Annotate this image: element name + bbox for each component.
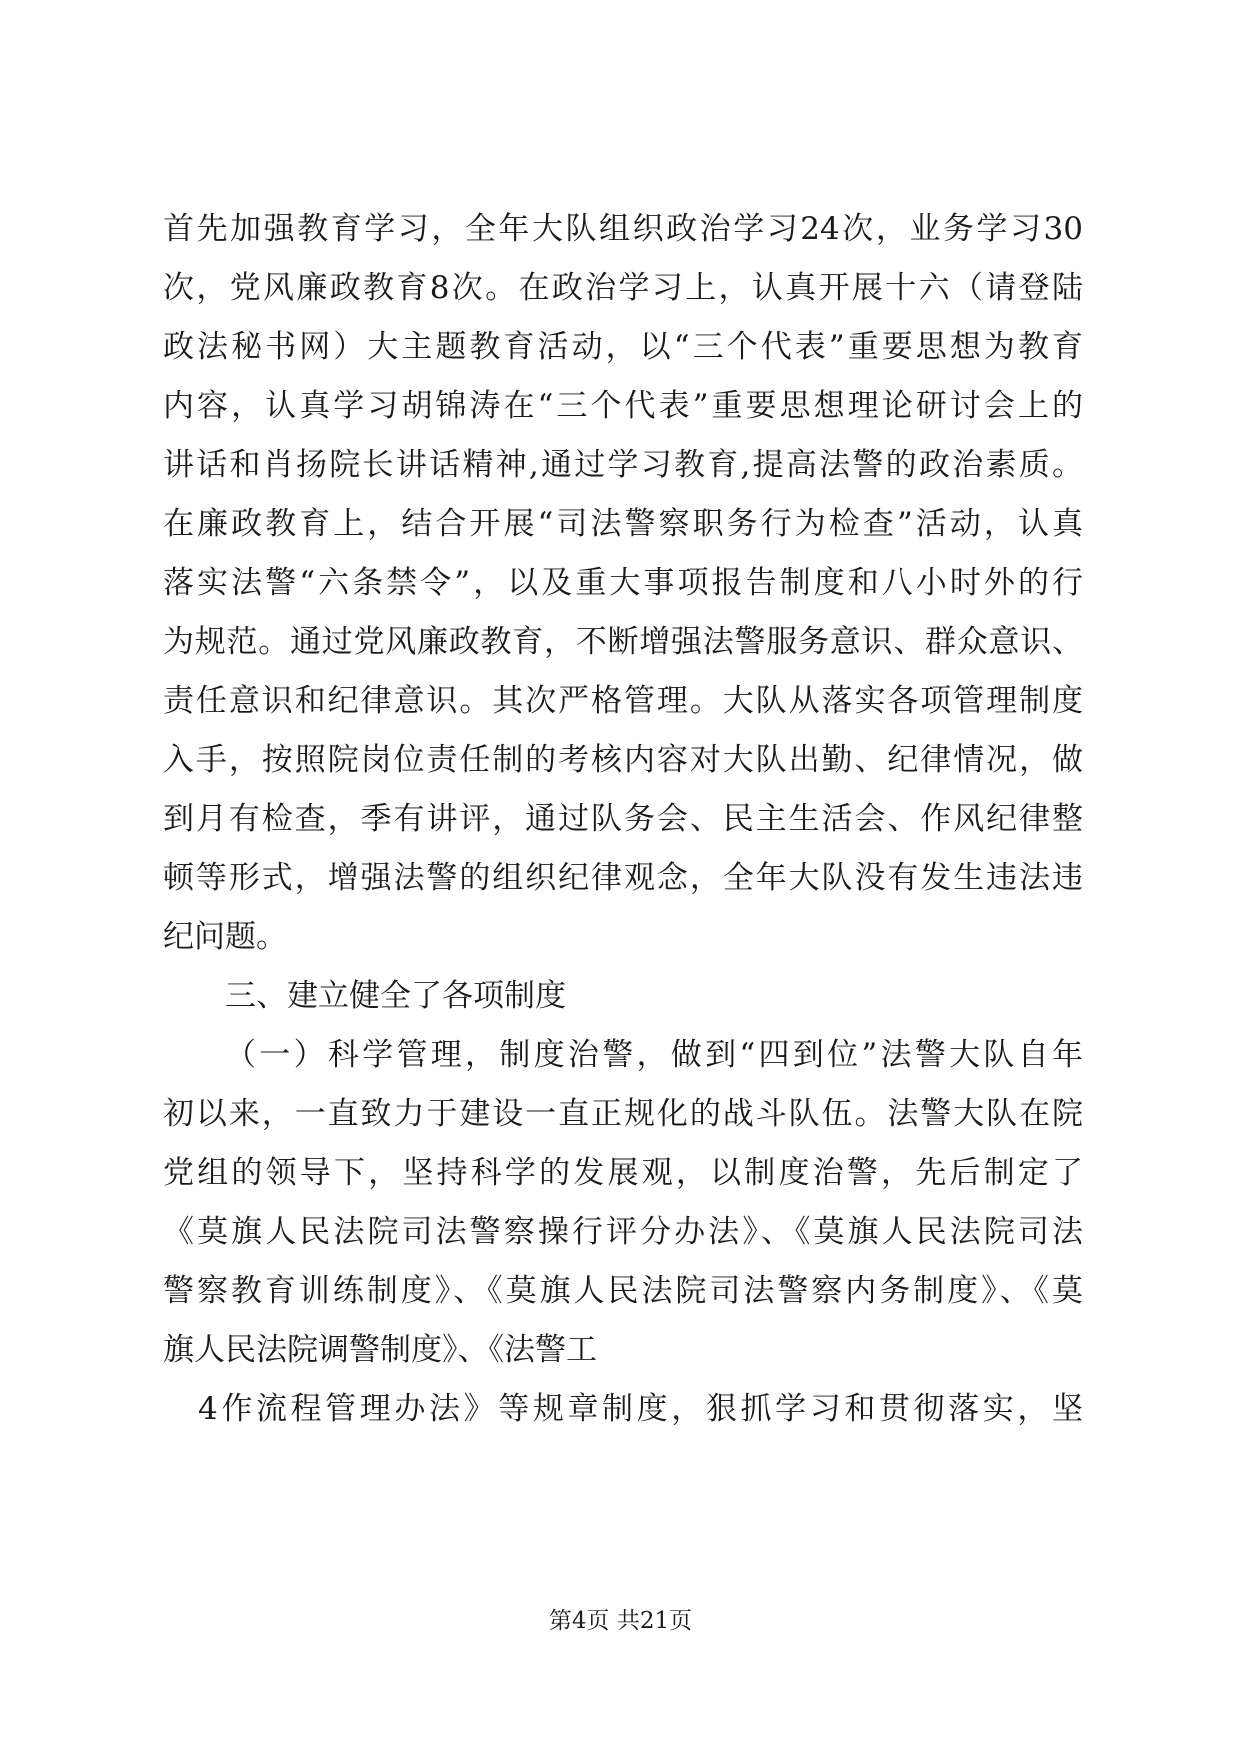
text-line: 党组的领导下，坚持科学的发展观，以制度治警，先后制定了	[163, 1155, 1083, 1191]
text-line: 到月有检查，季有讲评，通过队务会、民主生活会、作风纪律整	[163, 801, 1083, 837]
text-line: 讲话和肖扬院长讲话精神,通过学习教育,提高法警的政治素质。	[163, 447, 1083, 483]
document-body	[163, 200, 1083, 1439]
text-line: 顿等形式，增强法警的组织纪律观念，全年大队没有发生违法违	[163, 860, 1083, 896]
text-line: 政法秘书网）大主题教育活动，以“三个代表”重要思想为教育	[163, 329, 1083, 365]
text-line: 警察教育训练制度》、《莫旗人民法院司法警察内务制度》、《莫	[163, 1273, 1083, 1309]
text-line: 为规范。通过党风廉政教育，不断增强法警服务意识、群众意识、	[163, 624, 1083, 660]
text-line: 落实法警“六条禁令”，以及重大事项报告制度和八小时外的行	[163, 565, 1083, 601]
text-line: 《莫旗人民法院司法警察操行评分办法》、《莫旗人民法院司法	[163, 1214, 1083, 1250]
page-footer: 第4页 共21页	[548, 1608, 693, 1634]
text-line: 入手，按照院岗位责任制的考核内容对大队出勤、纪律情况，做	[163, 742, 1083, 778]
text-line: 初以来，一直致力于建设一直正规化的战斗队伍。法警大队在院	[163, 1096, 1083, 1132]
text-line: 在廉政教育上，结合开展“司法警察职务行为检查”活动，认真	[163, 506, 1083, 542]
text-line: 内容，认真学习胡锦涛在“三个代表”重要思想理论研讨会上的	[163, 388, 1083, 424]
text-line: 旗人民法院调警制度》、《法警工	[163, 1332, 597, 1368]
text-line: 责任意识和纪律意识。其次严格管理。大队从落实各项管理制度	[163, 683, 1083, 719]
text-line: 纪问题。	[163, 919, 287, 955]
text-line: 4作流程管理办法》等规章制度，狠抓学习和贯彻落实，坚	[198, 1391, 1083, 1427]
text-line: （一）科学管理，制度治警，做到“四到位”法警大队自年	[225, 1037, 1083, 1073]
text-line: 次，党风廉政教育8次。在政治学习上，认真开展十六（请登陆	[163, 270, 1083, 306]
text-line: 三、建立健全了各项制度	[225, 978, 566, 1014]
text-line: 首先加强教育学习，全年大队组织政治学习24次，业务学习30	[163, 211, 1083, 247]
